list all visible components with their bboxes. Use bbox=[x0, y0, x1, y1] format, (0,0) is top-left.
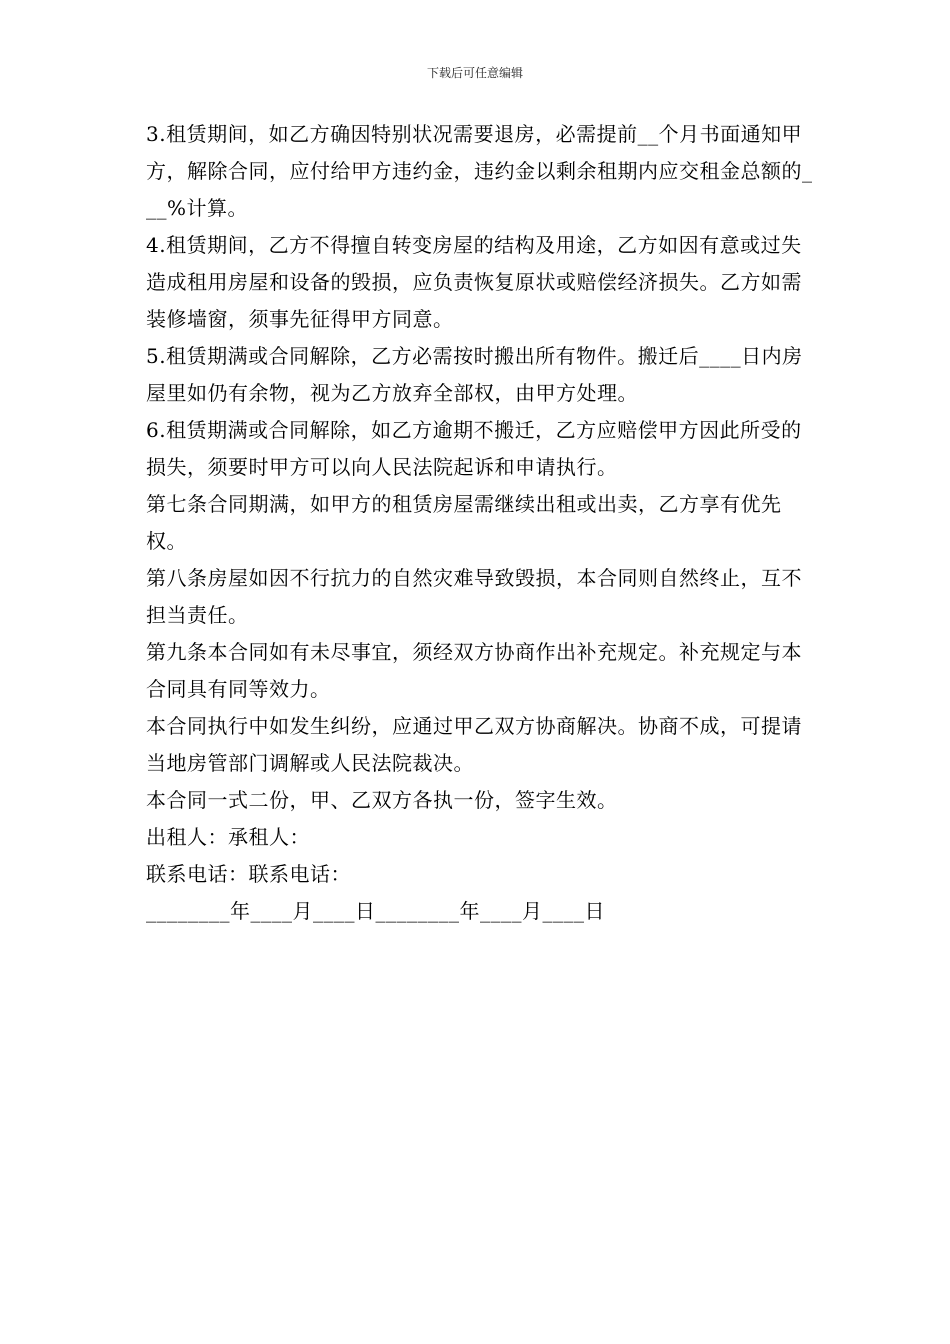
dispute-resolution: 本合同执行中如发生纠纷，应通过甲乙双方协商解决。协商不成，可提请当地房管部门调解或人民法院裁决。 bbox=[146, 714, 802, 775]
article-8: 第八条房屋如因不行抗力的自然灾难导致毁损，本合同则自然终止，互不担当责任。 bbox=[146, 566, 802, 627]
document-body bbox=[146, 116, 821, 930]
clause-3: 3.租赁期间，如乙方确因特别状况需要退房，必需提前__个月书面通知甲方，解除合同，应付给甲方违约金，违约金以剩余租期内应交租金总额的___%计算。 bbox=[146, 122, 813, 220]
page-header: 下载后可任意编辑 bbox=[426, 66, 523, 80]
copies-clause: 本合同一式二份，甲、乙双方各执一份，签字生效。 bbox=[146, 788, 618, 812]
clause-5: 5.租赁期满或合同解除，乙方必需按时搬出所有物件。搬迁后____日内房屋里如仍有余物，视为乙方放弃全部权，由甲方处理。 bbox=[146, 344, 803, 405]
date-line: ________年____月____日________年____月____日 bbox=[146, 899, 605, 923]
signatories-line: 出租人：承租人： bbox=[146, 825, 310, 849]
contact-phone-line: 联系电话：联系电话： bbox=[146, 862, 351, 886]
clause-4: 4.租赁期间，乙方不得擅自转变房屋的结构及用途，乙方如因有意或过失造成租用房屋和设备的毁损，应负责恢复原状或赔偿经济损失。乙方如需装修墙窗，须事先征得甲方同意。 bbox=[146, 233, 802, 331]
article-7: 第七条合同期满，如甲方的租赁房屋需继续出租或出卖，乙方享有优先权。 bbox=[146, 492, 782, 553]
article-9: 第九条本合同如有未尽事宜，须经双方协商作出补充规定。补充规定与本合同具有同等效力。 bbox=[146, 640, 802, 701]
clause-6: 6.租赁期满或合同解除，如乙方逾期不搬迁，乙方应赔偿甲方因此所受的损失，须要时甲方可以向人民法院起诉和申请执行。 bbox=[146, 418, 802, 479]
